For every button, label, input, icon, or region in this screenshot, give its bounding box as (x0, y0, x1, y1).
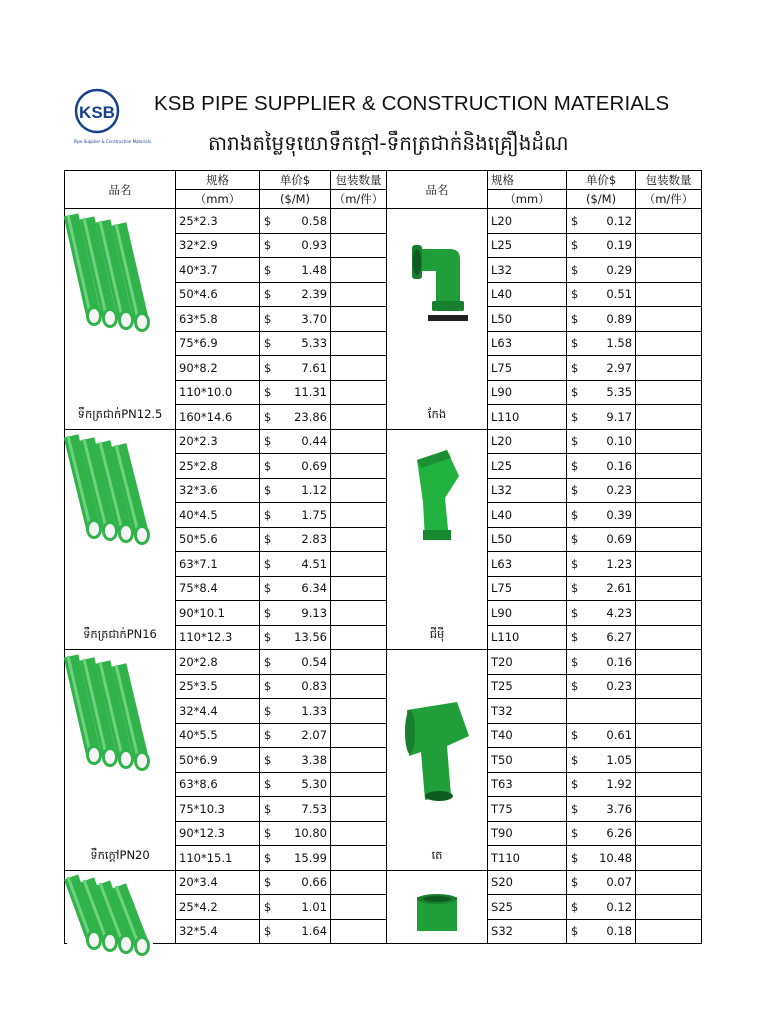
fitting-price-cell: 0.18 (582, 919, 636, 944)
pipe-price-cell: 13.56 (275, 625, 331, 650)
fitting-price-cell: 4.23 (582, 601, 636, 626)
currency-cell: $ (260, 429, 275, 454)
table-row (65, 650, 702, 675)
45-degree-elbow-icon (407, 446, 467, 546)
pipe-pack-qty-cell (331, 380, 387, 405)
currency-cell: $ (567, 576, 582, 601)
pipe-spec-cell: 40*5.5 (176, 723, 260, 748)
currency-cell: $ (567, 527, 582, 552)
currency-cell: $ (567, 895, 582, 920)
pack-qty-header-right: 包装数量 (636, 171, 702, 190)
currency-cell: $ (567, 478, 582, 503)
currency-cell: $ (567, 919, 582, 944)
pipe-spec-cell: 63*7.1 (176, 552, 260, 577)
logo-tagline: Pipe Supplier & Construction Materials (74, 139, 151, 144)
pipe-spec-cell: 50*5.6 (176, 527, 260, 552)
price-unit-header-right: ($/M) (567, 190, 636, 209)
fitting-price-cell: 6.26 (582, 821, 636, 846)
unit-price-header-right: 单价$ (567, 171, 636, 190)
pipe-spec-cell: 75*10.3 (176, 797, 260, 822)
currency-cell: $ (260, 846, 275, 871)
currency-cell: $ (567, 258, 582, 283)
product-cell-left (65, 870, 176, 944)
pipe-price-cell: 2.83 (275, 527, 331, 552)
pipe-spec-cell: 32*4.4 (176, 699, 260, 724)
fitting-price-cell: 6.27 (582, 625, 636, 650)
currency-cell: $ (567, 503, 582, 528)
pipe-spec-cell: 75*6.9 (176, 331, 260, 356)
spec-unit-header-right: （mm） (488, 190, 567, 209)
fitting-pack-qty-cell (636, 601, 702, 626)
currency-cell: $ (260, 895, 275, 920)
pipe-pack-qty-cell (331, 870, 387, 895)
table-row (65, 870, 702, 895)
pipe-price-cell: 0.69 (275, 454, 331, 479)
price-table-container (64, 170, 702, 940)
spec-header-left: 规格 (176, 171, 260, 190)
fitting-product-label (387, 938, 487, 943)
fitting-price-cell: 0.16 (582, 454, 636, 479)
currency-cell: $ (567, 674, 582, 699)
currency-cell: $ (260, 258, 275, 283)
fitting-price-cell: 0.29 (582, 258, 636, 283)
pipe-pack-qty-cell (331, 478, 387, 503)
currency-cell: $ (260, 478, 275, 503)
product-cell-left (65, 650, 176, 871)
fitting-price-cell: 2.97 (582, 356, 636, 381)
pipe-price-cell: 3.70 (275, 307, 331, 332)
fitting-pack-qty-cell (636, 650, 702, 675)
fitting-pack-qty-cell (636, 331, 702, 356)
currency-cell: $ (260, 209, 275, 234)
pipe-price-cell: 7.61 (275, 356, 331, 381)
fitting-spec-cell: S25 (488, 895, 567, 920)
currency-cell: $ (260, 674, 275, 699)
unit-price-header-left: 单价$ (260, 171, 331, 190)
pipe-pack-qty-cell (331, 919, 387, 944)
fitting-spec-cell: L63 (488, 552, 567, 577)
pipe-price-cell: 5.33 (275, 331, 331, 356)
fitting-price-cell: 0.12 (582, 209, 636, 234)
fitting-spec-cell: T50 (488, 748, 567, 773)
spec-header-right: 规格 (488, 171, 567, 190)
fitting-pack-qty-cell (636, 478, 702, 503)
pipe-price-cell: 0.58 (275, 209, 331, 234)
pipe-pack-qty-cell (331, 503, 387, 528)
fitting-pack-qty-cell (636, 209, 702, 234)
product-cell-right (387, 209, 488, 430)
spec-unit-header-left: （mm） (176, 190, 260, 209)
fitting-pack-qty-cell (636, 748, 702, 773)
pipe-spec-cell: 50*6.9 (176, 748, 260, 773)
fitting-price-cell: 0.89 (582, 307, 636, 332)
pipe-pack-qty-cell (331, 258, 387, 283)
fitting-price-cell: 0.16 (582, 650, 636, 675)
pipe-spec-cell: 20*3.4 (176, 870, 260, 895)
pipe-price-cell: 5.30 (275, 772, 331, 797)
fitting-price-cell: 0.10 (582, 429, 636, 454)
pipe-price-cell: 0.44 (275, 429, 331, 454)
pipe-price-cell: 0.93 (275, 233, 331, 258)
fitting-spec-cell: L90 (488, 380, 567, 405)
currency-cell: $ (567, 625, 582, 650)
fitting-spec-cell: L90 (488, 601, 567, 626)
pipe-spec-cell: 32*2.9 (176, 233, 260, 258)
fitting-spec-cell: T90 (488, 821, 567, 846)
fitting-pack-qty-cell (636, 870, 702, 895)
currency-cell: $ (260, 699, 275, 724)
pipe-spec-cell: 110*12.3 (176, 625, 260, 650)
pipe-pack-qty-cell (331, 699, 387, 724)
currency-cell: $ (567, 356, 582, 381)
pipe-price-cell: 11.31 (275, 380, 331, 405)
fitting-spec-cell: L50 (488, 307, 567, 332)
pipe-spec-cell: 110*15.1 (176, 846, 260, 871)
pipe-pack-qty-cell (331, 576, 387, 601)
fitting-pack-qty-cell (636, 846, 702, 871)
pipe-pack-qty-cell (331, 307, 387, 332)
elbow-fitting-icon (410, 229, 464, 325)
currency-cell: $ (260, 454, 275, 479)
price-table-body (65, 209, 702, 944)
fitting-price-cell: 10.48 (582, 846, 636, 871)
fitting-price-cell: 1.92 (582, 772, 636, 797)
pipe-price-cell: 0.83 (275, 674, 331, 699)
pipe-spec-cell: 110*10.0 (176, 380, 260, 405)
product-cell-left (65, 209, 176, 430)
fitting-price-cell: 0.39 (582, 503, 636, 528)
pipe-pack-qty-cell (331, 797, 387, 822)
fitting-price-cell: 0.69 (582, 527, 636, 552)
fitting-product-label: កែង (427, 406, 447, 421)
fitting-spec-cell: S20 (488, 870, 567, 895)
fitting-spec-cell: L25 (488, 233, 567, 258)
currency-cell: $ (567, 233, 582, 258)
ksb-logo-icon (66, 84, 151, 152)
fitting-spec-cell: T75 (488, 797, 567, 822)
pipe-pack-qty-cell (331, 429, 387, 454)
pipe-pack-qty-cell (331, 331, 387, 356)
currency-cell: $ (260, 307, 275, 332)
fitting-spec-cell: T110 (488, 846, 567, 871)
product-name-header-left: 品名 (65, 171, 176, 209)
fitting-price-cell: 0.12 (582, 895, 636, 920)
pipe-price-cell: 1.48 (275, 258, 331, 283)
fitting-spec-cell: S32 (488, 919, 567, 944)
currency-cell: $ (567, 797, 582, 822)
fitting-pack-qty-cell (636, 919, 702, 944)
green-ppr-pipe-icon (67, 432, 153, 552)
currency-cell: $ (260, 233, 275, 258)
fitting-spec-cell: L63 (488, 331, 567, 356)
pipe-pack-qty-cell (331, 748, 387, 773)
fitting-spec-cell: L20 (488, 429, 567, 454)
table-row (65, 209, 702, 234)
currency-cell: $ (567, 307, 582, 332)
price-unit-header-left: ($/M) (260, 190, 331, 209)
fitting-pack-qty-cell (636, 527, 702, 552)
pipe-price-cell: 7.53 (275, 797, 331, 822)
pipe-spec-cell: 20*2.3 (176, 429, 260, 454)
pipe-spec-cell: 75*8.4 (176, 576, 260, 601)
currency-cell: $ (567, 870, 582, 895)
pipe-spec-cell: 63*8.6 (176, 772, 260, 797)
currency-cell: $ (260, 331, 275, 356)
fitting-pack-qty-cell (636, 282, 702, 307)
currency-cell: $ (567, 209, 582, 234)
pipe-spec-cell: 40*4.5 (176, 503, 260, 528)
pipe-pack-qty-cell (331, 772, 387, 797)
currency-cell: $ (260, 356, 275, 381)
pipe-price-cell: 3.38 (275, 748, 331, 773)
fitting-pack-qty-cell (636, 258, 702, 283)
currency-cell: $ (567, 846, 582, 871)
pipe-pack-qty-cell (331, 356, 387, 381)
pipe-pack-qty-cell (331, 674, 387, 699)
fitting-pack-qty-cell (636, 380, 702, 405)
logo-text: KSB (79, 103, 115, 122)
currency-cell: $ (567, 331, 582, 356)
green-ppr-pipe-icon (67, 211, 153, 339)
green-ppr-pipe-icon (67, 652, 153, 778)
pipe-spec-cell: 25*2.3 (176, 209, 260, 234)
table-row (65, 429, 702, 454)
fitting-price-cell: 1.58 (582, 331, 636, 356)
currency-cell: $ (567, 650, 582, 675)
fitting-spec-cell: T32 (488, 699, 567, 724)
fitting-price-cell: 1.23 (582, 552, 636, 577)
page-title: តារាងតម្លៃទុយោទឹកក្តៅ-ទឹកត្រជាក់និងគ្រឿងដំណ (208, 131, 569, 155)
fitting-pack-qty-cell (636, 821, 702, 846)
pipe-pack-qty-cell (331, 650, 387, 675)
currency-cell: $ (260, 282, 275, 307)
company-logo (66, 84, 151, 152)
currency-cell: $ (260, 527, 275, 552)
fitting-pack-qty-cell (636, 895, 702, 920)
fitting-pack-qty-cell (636, 307, 702, 332)
pipe-pack-qty-cell (331, 282, 387, 307)
currency-cell: $ (260, 772, 275, 797)
pipe-pack-qty-cell (331, 527, 387, 552)
currency-cell: $ (567, 454, 582, 479)
fitting-price-cell: 1.05 (582, 748, 636, 773)
currency-cell: $ (567, 748, 582, 773)
pipe-spec-cell: 32*3.6 (176, 478, 260, 503)
pipe-price-cell: 1.01 (275, 895, 331, 920)
fitting-spec-cell: L32 (488, 478, 567, 503)
currency-cell: $ (567, 282, 582, 307)
pipe-pack-qty-cell (331, 405, 387, 430)
currency-cell: $ (567, 429, 582, 454)
fitting-price-cell-empty (567, 699, 636, 724)
currency-cell: $ (260, 821, 275, 846)
currency-cell: $ (260, 723, 275, 748)
pipe-pack-qty-cell (331, 625, 387, 650)
fitting-pack-qty-cell (636, 699, 702, 724)
currency-cell: $ (260, 748, 275, 773)
pipe-spec-cell: 63*5.8 (176, 307, 260, 332)
product-cell-right (387, 870, 488, 944)
pack-unit-header-left: （m/件） (331, 190, 387, 209)
fitting-spec-cell: L75 (488, 576, 567, 601)
fitting-pack-qty-cell (636, 233, 702, 258)
fitting-spec-cell: L20 (488, 209, 567, 234)
pipe-pack-qty-cell (331, 601, 387, 626)
fitting-product-label: ជីម៉ី (429, 627, 445, 641)
pipe-pack-qty-cell (331, 233, 387, 258)
fitting-price-cell: 0.07 (582, 870, 636, 895)
fitting-price-cell: 0.23 (582, 478, 636, 503)
currency-cell: $ (567, 821, 582, 846)
fitting-price-cell: 5.35 (582, 380, 636, 405)
fitting-price-cell: 9.17 (582, 405, 636, 430)
pipe-pack-qty-cell (331, 821, 387, 846)
pipe-product-label: ទឹកក្តៅPN20 (90, 847, 150, 862)
fitting-spec-cell: T25 (488, 674, 567, 699)
pipe-pack-qty-cell (331, 552, 387, 577)
fitting-spec-cell: L40 (488, 282, 567, 307)
company-name: KSB PIPE SUPPLIER & CONSTRUCTION MATERIALS (154, 92, 670, 115)
fitting-pack-qty-cell (636, 429, 702, 454)
pipe-price-cell: 1.75 (275, 503, 331, 528)
fitting-price-cell: 0.19 (582, 233, 636, 258)
pipe-pack-qty-cell (331, 723, 387, 748)
pipe-spec-cell: 25*2.8 (176, 454, 260, 479)
fitting-spec-cell: L110 (488, 625, 567, 650)
fitting-pack-qty-cell (636, 405, 702, 430)
fitting-price-cell: 3.76 (582, 797, 636, 822)
fitting-spec-cell: L75 (488, 356, 567, 381)
pipe-price-cell: 4.51 (275, 552, 331, 577)
fitting-pack-qty-cell (636, 576, 702, 601)
fitting-pack-qty-cell (636, 552, 702, 577)
pipe-spec-cell: 32*5.4 (176, 919, 260, 944)
product-cell-left (65, 429, 176, 650)
pipe-spec-cell: 90*10.1 (176, 601, 260, 626)
pipe-spec-cell: 160*14.6 (176, 405, 260, 430)
pipe-spec-cell: 25*3.5 (176, 674, 260, 699)
pipe-spec-cell: 40*3.7 (176, 258, 260, 283)
fitting-spec-cell: L32 (488, 258, 567, 283)
fitting-pack-qty-cell (636, 503, 702, 528)
pipe-price-cell: 1.33 (275, 699, 331, 724)
pipe-price-cell: 1.64 (275, 919, 331, 944)
pipe-price-cell: 15.99 (275, 846, 331, 871)
currency-cell: $ (260, 552, 275, 577)
pipe-price-cell: 1.12 (275, 478, 331, 503)
currency-cell: $ (567, 405, 582, 430)
product-name-header-right: 品名 (387, 171, 488, 209)
currency-cell: $ (260, 919, 275, 944)
fitting-price-cell: 0.23 (582, 674, 636, 699)
pipe-price-cell: 23.86 (275, 405, 331, 430)
fitting-price-cell: 2.61 (582, 576, 636, 601)
pipe-price-cell: 0.54 (275, 650, 331, 675)
currency-cell: $ (567, 380, 582, 405)
currency-cell: $ (567, 601, 582, 626)
fitting-spec-cell: L110 (488, 405, 567, 430)
fitting-price-cell: 0.61 (582, 723, 636, 748)
fitting-pack-qty-cell (636, 723, 702, 748)
price-table (64, 170, 702, 944)
product-cell-right (387, 650, 488, 871)
pipe-price-cell: 0.66 (275, 870, 331, 895)
fitting-spec-cell: L40 (488, 503, 567, 528)
currency-cell: $ (260, 576, 275, 601)
currency-cell: $ (260, 797, 275, 822)
pack-qty-header-left: 包装数量 (331, 171, 387, 190)
fitting-pack-qty-cell (636, 356, 702, 381)
product-cell-right (387, 429, 488, 650)
currency-cell: $ (260, 503, 275, 528)
pipe-price-cell: 2.39 (275, 282, 331, 307)
pipe-spec-cell: 25*4.2 (176, 895, 260, 920)
pipe-price-cell: 9.13 (275, 601, 331, 626)
pipe-product-label: ទឹកត្រជាក់PN12.5 (77, 406, 163, 421)
pipe-price-cell: 2.07 (275, 723, 331, 748)
currency-cell: $ (567, 552, 582, 577)
fitting-spec-cell: T20 (488, 650, 567, 675)
pipe-price-cell: 6.34 (275, 576, 331, 601)
pipe-spec-cell: 90*12.3 (176, 821, 260, 846)
currency-cell: $ (260, 601, 275, 626)
fitting-spec-cell: L25 (488, 454, 567, 479)
fitting-pack-qty-cell (636, 772, 702, 797)
pipe-spec-cell: 50*4.6 (176, 282, 260, 307)
fitting-spec-cell: T63 (488, 772, 567, 797)
pipe-price-cell: 10.80 (275, 821, 331, 846)
fitting-spec-cell: T40 (488, 723, 567, 748)
fitting-pack-qty-cell (636, 454, 702, 479)
fitting-pack-qty-cell (636, 674, 702, 699)
fitting-spec-cell: L50 (488, 527, 567, 552)
currency-cell: $ (260, 870, 275, 895)
pipe-pack-qty-cell (331, 209, 387, 234)
currency-cell: $ (567, 772, 582, 797)
fitting-price-cell: 0.51 (582, 282, 636, 307)
pipe-pack-qty-cell (331, 846, 387, 871)
pipe-spec-cell: 20*2.8 (176, 650, 260, 675)
currency-cell: $ (260, 650, 275, 675)
currency-cell: $ (260, 625, 275, 650)
pipe-pack-qty-cell (331, 454, 387, 479)
pack-unit-header-right: （m/件） (636, 190, 702, 209)
socket-fitting-icon (411, 893, 463, 933)
pipe-product-label: ទឹកត្រជាក់PN16 (83, 627, 157, 641)
fitting-product-label: តេ (431, 847, 443, 862)
pipe-spec-cell: 90*8.2 (176, 356, 260, 381)
currency-cell: $ (260, 405, 275, 430)
fitting-pack-qty-cell (636, 797, 702, 822)
pipe-pack-qty-cell (331, 895, 387, 920)
currency-cell: $ (567, 723, 582, 748)
fitting-pack-qty-cell (636, 625, 702, 650)
currency-cell: $ (260, 380, 275, 405)
tee-fitting-icon (401, 696, 473, 802)
green-ppr-pipe-icon (67, 873, 153, 963)
